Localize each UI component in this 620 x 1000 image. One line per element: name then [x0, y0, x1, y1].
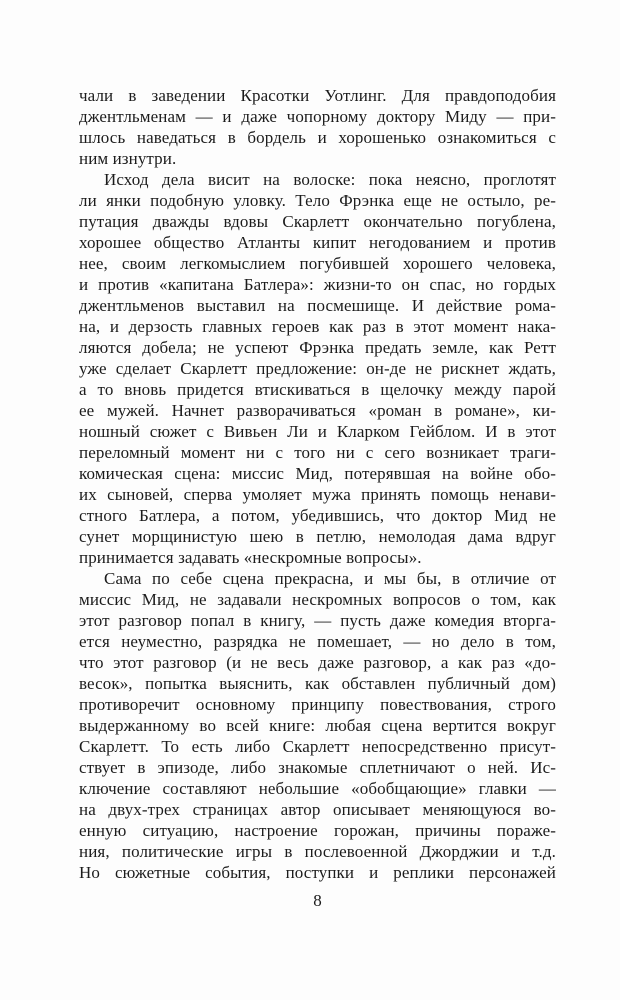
text-line: шлось наведаться в бордель и хорошенько ознакомиться с: [79, 128, 556, 147]
paragraph: [79, 85, 556, 169]
text-line: ее мужей. Начнет разворачиваться «роман в романе», ки-: [79, 401, 556, 420]
text-line: сунет морщинистую шею в петлю, немолодая дама вдруг: [79, 527, 556, 546]
text-line: ется неуместно, разрядка не помешает, — но дело в том,: [79, 632, 556, 651]
text-line: весок», попытка выяснить, как обставлен публичный дом): [79, 674, 556, 693]
paragraph: [79, 568, 556, 883]
text-line: на, и дерзость главных героев как раз в этот момент нака-: [79, 317, 556, 336]
text-line: Исход дела висит на волоске: пока неясно, проглотят: [104, 170, 556, 189]
text-line: переломный момент ни с того ни с сего возникает траги-: [79, 443, 556, 462]
text-line: хорошее общество Атланты кипит негодованием и против: [79, 233, 556, 252]
text-block: [79, 85, 556, 883]
text-line: а то вновь придется втискиваться в щелочку между парой: [79, 380, 556, 399]
text-line: ключение составляют небольшие «обобщающие» главки —: [79, 779, 556, 798]
text-line: принимается задавать «нескромные вопросы».: [79, 548, 422, 567]
page-number: 8: [313, 891, 322, 910]
text-line: комическая сцена: миссис Мид, потерявшая на войне обо-: [79, 464, 556, 483]
text-line: их сыновей, сперва умоляет мужа принять помощь ненави-: [79, 485, 556, 504]
text-line: этот разговор попал в книгу, — пусть даже комедия вторга-: [79, 611, 556, 630]
text-line: нее, своим легкомыслием погубившей хорошего человека,: [79, 254, 556, 273]
text-line: джентльменам — и даже чопорному доктору Миду — при-: [79, 107, 556, 126]
text-line: ли янки подобную уловку. Тело Фрэнка еще не остыло, ре-: [79, 191, 556, 210]
text-line: джентльменов выставил на посмешище. И действие рома-: [79, 296, 556, 315]
text-line: Но сюжетные события, поступки и реплики персонажей: [79, 863, 556, 882]
text-line: Скарлетт. То есть либо Скарлетт непосредственно присут-: [79, 737, 556, 756]
text-line: стного Батлера, а потом, убедившись, что доктор Мид не: [79, 506, 556, 525]
text-line: путация дважды вдовы Скарлетт окончательно погублена,: [79, 212, 556, 231]
text-line: ляются добела; не успеют Фрэнка предать земле, как Ретт: [79, 338, 556, 357]
paragraph: [79, 169, 556, 568]
text-line: ствует в эпизоде, либо знакомые сплетничают о ней. Ис-: [79, 758, 556, 777]
text-line: миссис Мид, не задавали нескромных вопросов о том, как: [79, 590, 556, 609]
text-line: Сама по себе сцена прекрасна, и мы бы, в отличие от: [104, 569, 556, 588]
text-line: ния, политические игры в послевоенной Джорджии и т.д.: [79, 842, 556, 861]
text-line: чали в заведении Красотки Уотлинг. Для правдоподобия: [79, 86, 556, 105]
text-line: противоречит основному принципу повествования, строго: [79, 695, 556, 714]
text-line: на двух-трех страницах автор описывает меняющуюся во-: [79, 800, 556, 819]
text-line: выдержанному во всей книге: любая сцена вертится вокруг: [79, 716, 556, 735]
text-line: ношный сюжет с Вивьен Ли и Кларком Гейблом. И в этот: [79, 422, 556, 441]
text-line: что этот разговор (и не весь даже разговор, а как раз «до-: [79, 653, 556, 672]
text-line: уже сделает Скарлетт предложение: он-де не рискнет ждать,: [79, 359, 556, 378]
text-line: ним изнутри.: [79, 149, 177, 168]
text-line: енную ситуацию, настроение горожан, причины пораже-: [79, 821, 556, 840]
text-line: и против «капитана Батлера»: жизни-то он спас, но гордых: [79, 275, 556, 294]
